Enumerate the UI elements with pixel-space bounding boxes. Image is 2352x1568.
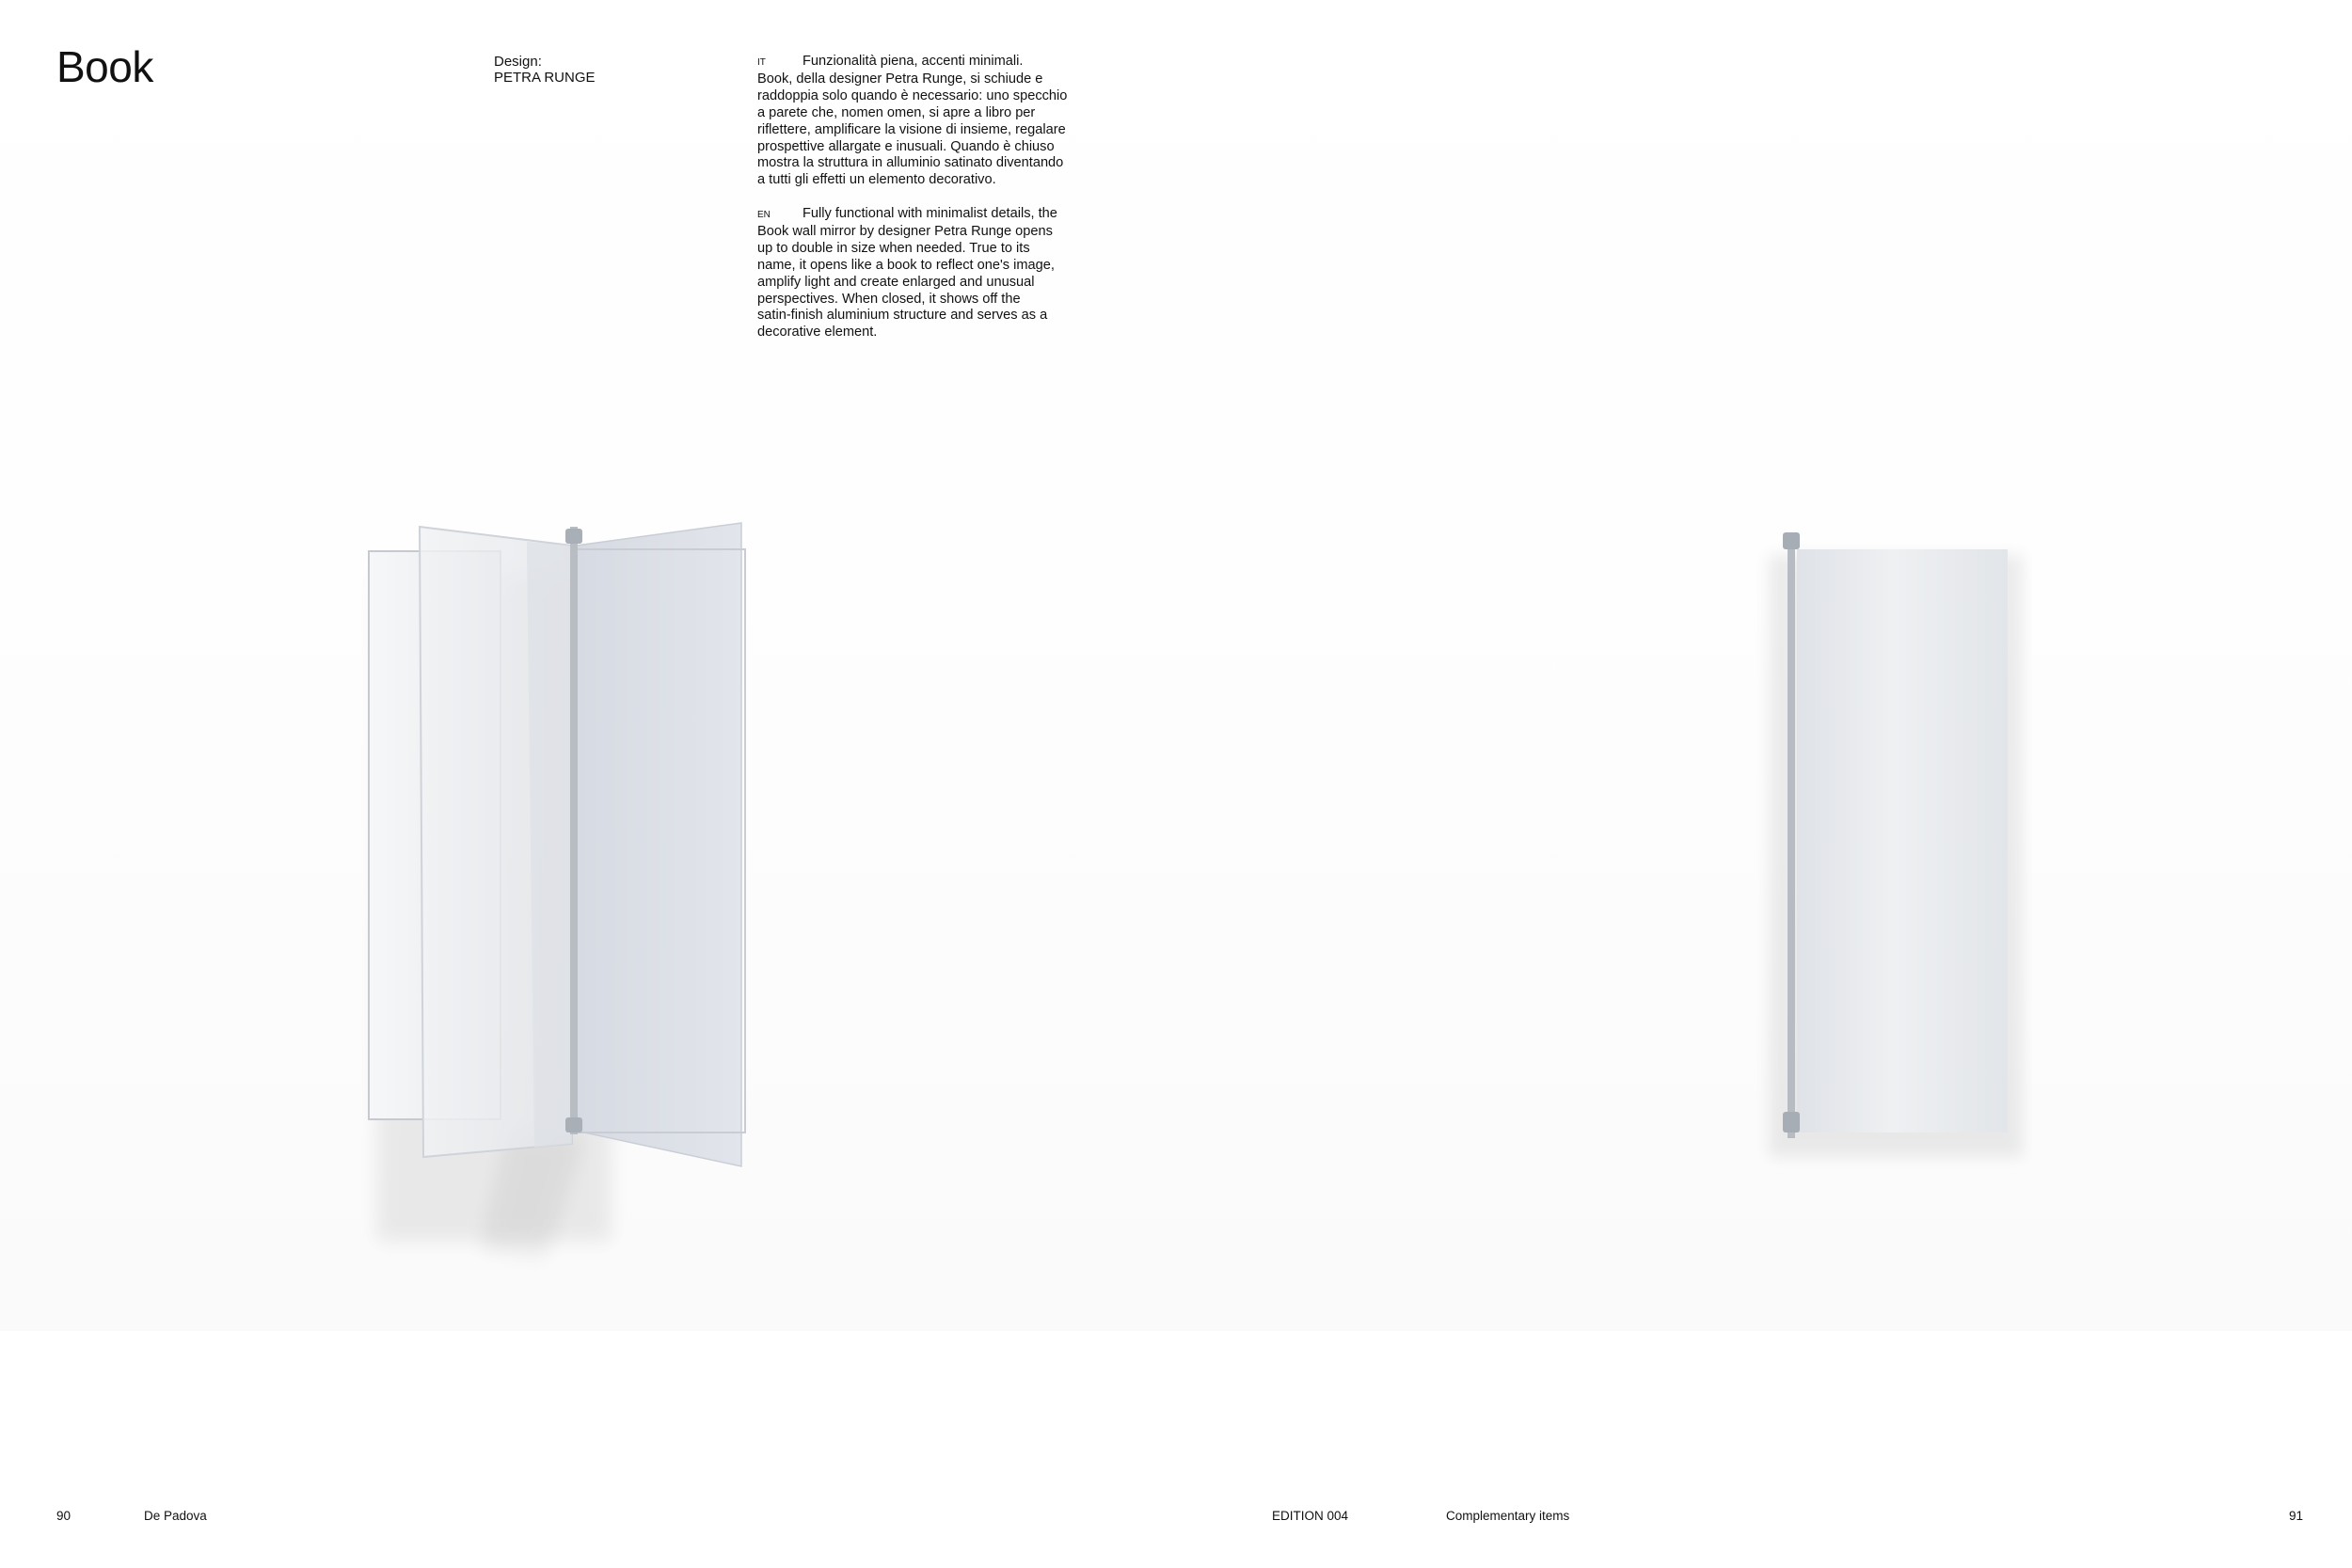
english-line: name, it opens like a book to reflect one's image, xyxy=(757,257,1055,273)
right-mirror-leaf xyxy=(576,523,741,1166)
hinge-shade xyxy=(527,542,572,1148)
italian-line: raddoppia solo quando è necessario: uno specchio xyxy=(757,87,1068,103)
italian-line: Funzionalità piena, accenti minimali. xyxy=(803,54,1024,69)
open-mirror-photo xyxy=(320,508,809,1279)
designer-name: PETRA RUNGE xyxy=(494,70,596,86)
left-footer-brand: De Padova xyxy=(144,1509,207,1523)
english-line: satin-finish aluminium structure and serves as a xyxy=(757,308,1048,324)
italian-language-tag: IT xyxy=(757,57,766,68)
italian-line: Book, della designer Petra Runge, si schiude e xyxy=(757,71,1043,87)
italian-line: a tutti gli effetti un elemento decorativo. xyxy=(757,172,996,188)
english-language-tag: EN xyxy=(757,210,771,220)
english-line: Fully functional with minimalist details, the xyxy=(803,206,1057,221)
hinge-cap-bottom xyxy=(565,1117,582,1132)
closed-hinge-cap-top xyxy=(1783,532,1800,549)
designer-credit xyxy=(494,54,596,86)
left-page-number: 90 xyxy=(56,1509,72,1523)
english-description xyxy=(757,206,1096,341)
italian-description xyxy=(757,54,1096,189)
italian-line: a parete che, nomen omen, si apre a libro per xyxy=(757,104,1036,120)
closed-hinge-rod xyxy=(1788,536,1795,1138)
english-line: perspectives. When closed, it shows off the xyxy=(757,291,1021,307)
right-page-number: 91 xyxy=(2289,1509,2304,1523)
closed-hinge-cap-bottom xyxy=(1783,1112,1800,1132)
english-line: decorative element. xyxy=(757,325,878,341)
closed-mirror-panel xyxy=(1797,549,2008,1132)
closed-mirror-photo xyxy=(1750,527,2032,1185)
italian-line: prospettive allargate e inusuali. Quando è chiuso xyxy=(757,138,1055,154)
italian-line: mostra la struttura in alluminio satinato diventando xyxy=(757,155,1064,171)
footer-edition: EDITION 004 xyxy=(1272,1509,1349,1523)
footer-section: Complementary items xyxy=(1446,1509,1570,1523)
english-line: up to double in size when needed. True to its xyxy=(757,240,1030,256)
english-line: amplify light and create enlarged and unusual xyxy=(757,274,1035,290)
page-title: Book xyxy=(56,42,153,91)
hinge-cap-top xyxy=(565,529,582,544)
italian-line: riflettere, amplificare la visione di insieme, regalare xyxy=(757,121,1066,137)
hinge-rod xyxy=(570,527,578,1134)
design-label: Design: xyxy=(494,54,542,70)
english-line: Book wall mirror by designer Petra Runge opens xyxy=(757,223,1053,239)
